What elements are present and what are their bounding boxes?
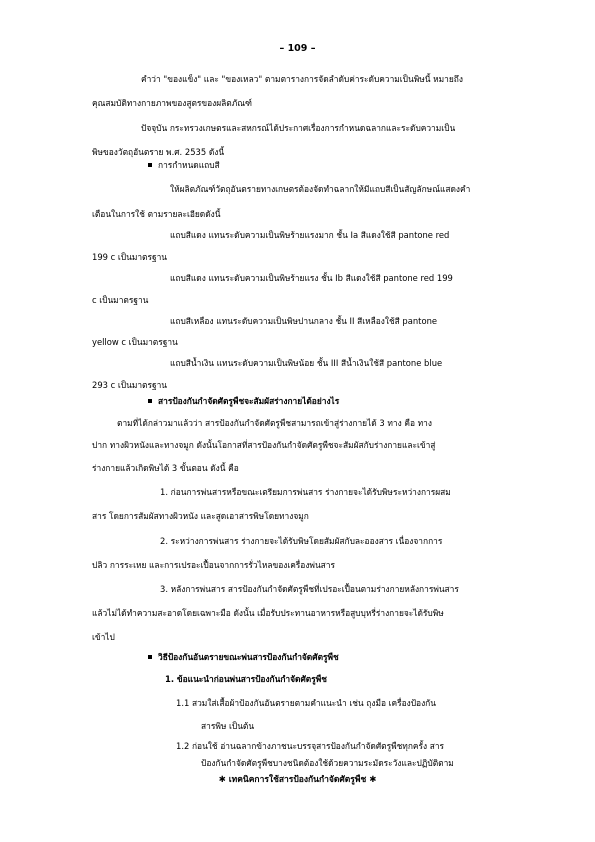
body-line: ตามที่ได้กล่าวมาแล้วว่า สารป้องกันกำจัดศัตรูพืชสามารถเข้าสู่ร่างกายได้ 3 ทาง คือ ทาง [117, 418, 432, 428]
body-line: เข้าไป [92, 632, 115, 642]
list-item: 1.1 สวมใส่เสื้อผ้าป้องกันอันตรายตามคำแนะนำ เช่น ถุงมือ เครื่องป้องกัน [176, 698, 436, 708]
square-bullet-icon [148, 655, 152, 659]
section-heading-color-band: การกำหนดแถบสี [148, 159, 220, 171]
body-line: แล้วไม่ได้ทำความสะอาดโดยเฉพาะมือ ดังนั้น เมื่อรับประทานอาหารหรือสูบบุหรี่ร่างกายจะได้รับพิษ [92, 608, 444, 618]
list-item: 1.2 ก่อนใช้ อ่านฉลากข้างภาชนะบรรจุสารป้องกันกำจัดศัตรูพืชทุกครั้ง สาร [176, 741, 445, 751]
subsection-heading: 1. ข้อแนะนำก่อนพ่นสารป้องกันกำจัดศัตรูพืช [165, 674, 327, 684]
body-line: คำว่า "ของแข็ง" และ "ของเหลว" ตามตารางการจัดลำดับค่าระดับความเป็นพิษนี้ หมายถึง [141, 74, 463, 84]
body-line: 1. ก่อนการพ่นสารหรือขณะเตรียมการพ่นสาร ร่างกายจะได้รับพิษระหว่างการผสม [160, 487, 451, 497]
square-bullet-icon [148, 163, 152, 167]
body-line: 2. ระหว่างการพ่นสาร ร่างกายจะได้รับพิษโดยสัมผัสกับละอองสาร เนื่องจากการ [160, 536, 443, 546]
body-line: 3. หลังการพ่นสาร สารป้องกันกำจัดศัตรูพืชที่เปรอะเปื้อนตามร่างกายหลังการพ่นสาร [160, 584, 459, 594]
body-line: ร่างกายแล้วเกิดพิษได้ 3 ขั้นตอน ดังนี้ คือ [92, 463, 239, 473]
body-line: พิษของวัตถุอันตราย พ.ศ. 2535 ดังนี้ [92, 147, 225, 157]
body-line: c เป็นมาตรฐาน [92, 295, 149, 305]
body-line: คุณสมบัติทางกายภาพของสูตรของผลิตภัณฑ์ [92, 98, 252, 108]
square-bullet-icon [148, 399, 152, 403]
body-line: แถบสีน้ำเงิน แทนระดับความเป็นพิษน้อย ชั้น III สีน้ำเงินใช้สี pantone blue [170, 358, 443, 368]
page-number: – 109 – [279, 43, 316, 54]
page-footer: ✱ เทคนิคการใช้สารป้องกันกำจัดศัตรูพืช ✱ [218, 775, 377, 785]
body-line: สาร โดยการสัมผัสทางผิวหนัง และสูดเอาสารพิษโดยทางจมูก [92, 511, 309, 521]
body-line: yellow c เป็นมาตรฐาน [92, 337, 178, 347]
body-line: แถบสีเหลือง แทนระดับความเป็นพิษปานกลาง ชั้น II สีเหลืองใช้สี pantone [170, 316, 438, 326]
body-line: เตือนในการใช้ ตามรายละเอียดดังนี้ [92, 209, 221, 219]
body-line: 293 c เป็นมาตรฐาน [92, 380, 168, 390]
body-line: ปาก ทางผิวหนังและทางจมูก ดังนั้นโอกาสที่สารป้องกันกำจัดศัตรูพืชจะสัมผัสกับร่างกายและเข้าสู่ [92, 440, 436, 450]
body-line: ปลิว การระเหย และการเปรอะเปื้อนจากการรั่วไหลของเครื่องพ่นสาร [92, 560, 335, 570]
section-heading-protection: วิธีป้องกันอันตรายขณะพ่นสารป้องกันกำจัดศัตรูพืช [148, 651, 339, 663]
list-item-continuation: ป้องกันกำจัดศัตรูพืชบางชนิดต้องใช้ด้วยความระมัดระวังและปฏิบัติตาม [201, 758, 454, 768]
list-item-continuation: สารพิษ เป็นต้น [201, 721, 255, 731]
body-line: แถบสีแดง แทนระดับความเป็นพิษร้ายแรงมาก ชั้น Ia สีแดงใช้สี pantone red [170, 230, 450, 240]
body-line: 199 c เป็นมาตรฐาน [92, 252, 168, 262]
body-line: ให้ผลิตภัณฑ์วัตถุอันตรายทางเกษตรต้องจัดทำฉลากให้มีแถบสีเป็นสัญลักษณ์แสดงคำ [170, 184, 471, 194]
body-line: แถบสีแดง แทนระดับความเป็นพิษร้ายแรง ชั้น Ib สีแดงใช้สี pantone red 199 [170, 273, 453, 283]
section-heading-exposure: สารป้องกันกำจัดศัตรูพืชจะสัมผัสร่างกายได้อย่างไร [148, 395, 339, 407]
body-line: ปัจจุบัน กระทรวงเกษตรและสหกรณ์ได้ประกาศเรื่องการกำหนดฉลากและระดับความเป็น [141, 123, 456, 133]
